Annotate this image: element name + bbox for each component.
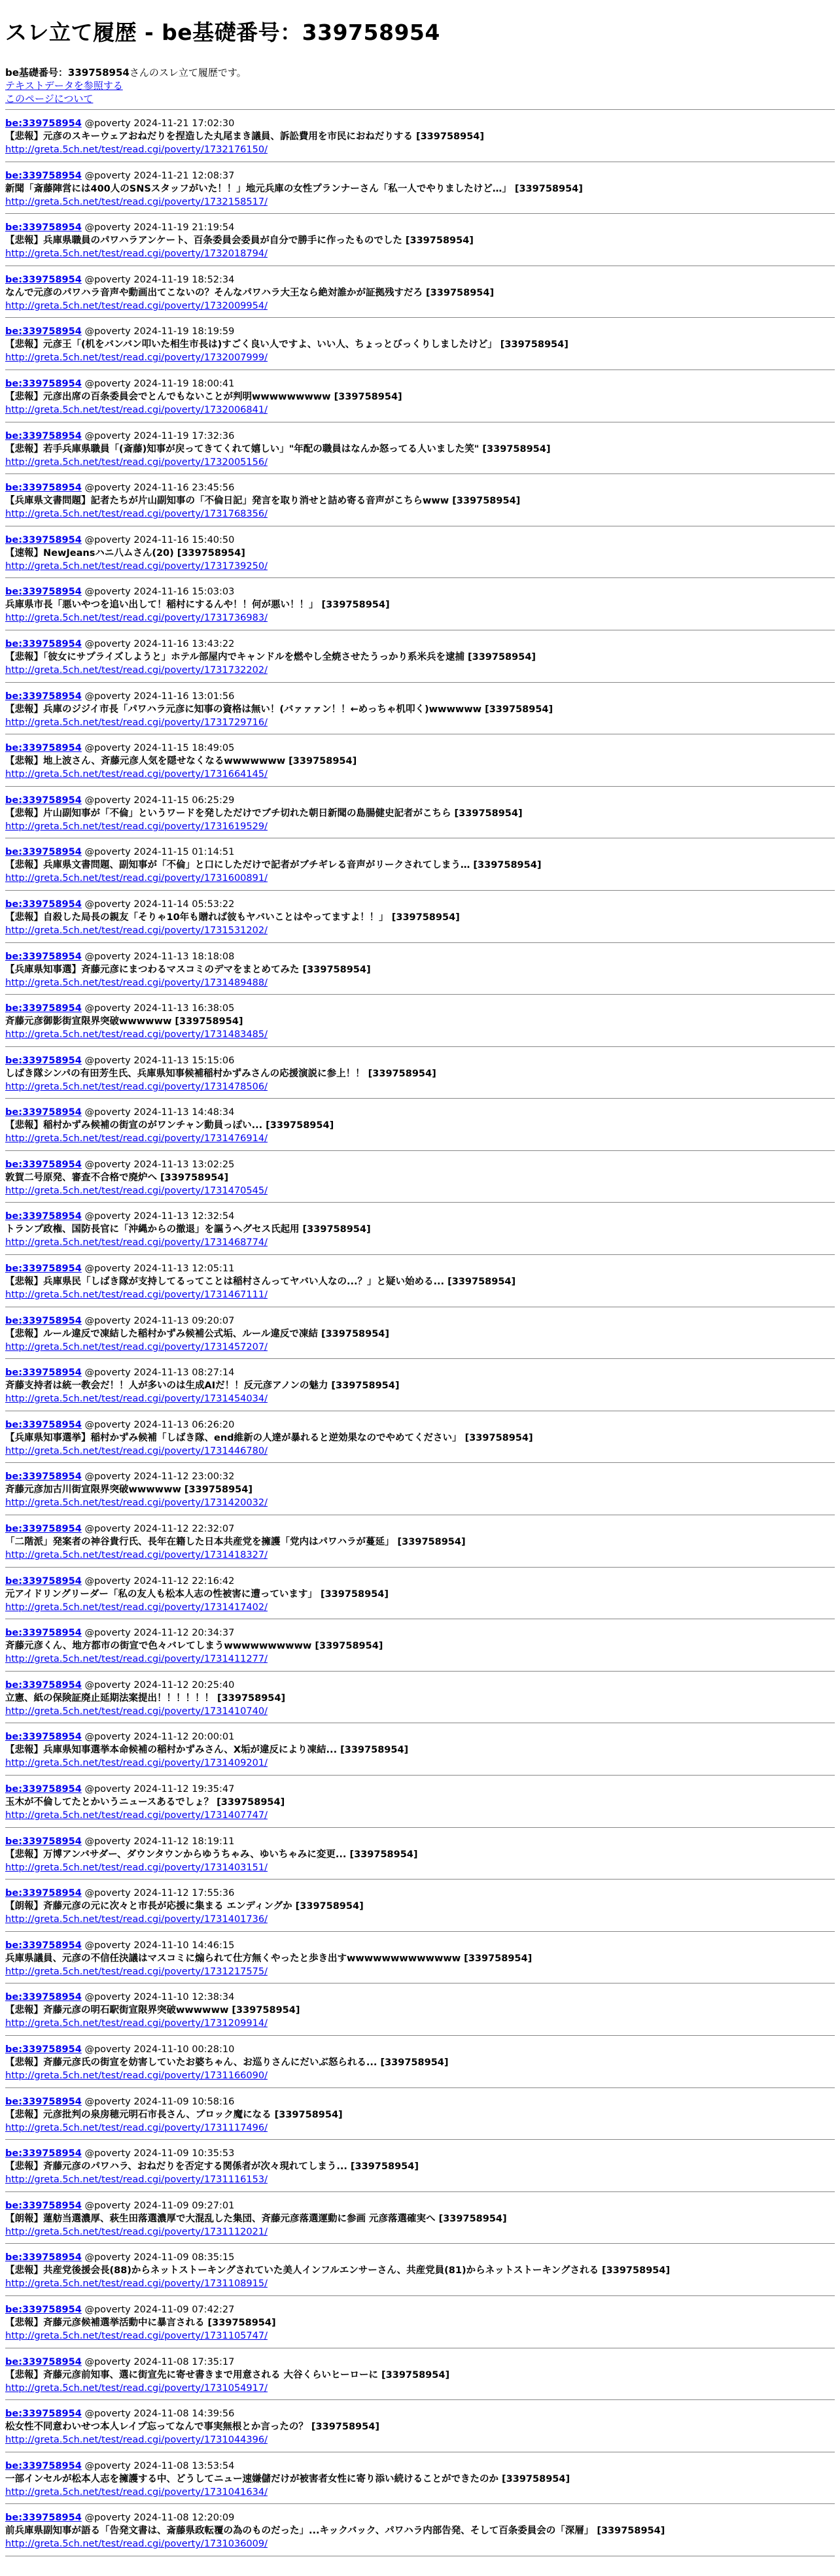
entry-board-date: @poverty 2024-11-19 21:19:54 [84,222,235,233]
entry-thread-link[interactable]: http://greta.5ch.net/test/read.cgi/poverty/1732176150/ [5,145,268,155]
be-id-link[interactable]: be:339758954 [5,1107,82,1118]
entry-header-line [5,2251,835,2264]
intro-suffix: さんのスレ立て履歴です。 [129,67,247,78]
thread-entry [5,891,835,943]
thread-entry [5,318,835,370]
entry-header-line [5,1470,835,1483]
thread-entry [5,1515,835,1568]
entry-header-line [5,430,835,443]
be-id-link[interactable]: be:339758954 [5,1992,82,2003]
entry-header-line [5,1991,835,2004]
entry-thread-link[interactable]: http://greta.5ch.net/test/read.cgi/poverty/1731108915/ [5,2278,268,2290]
entry-thread-link[interactable]: http://greta.5ch.net/test/read.cgi/poverty/1731489488/ [5,977,268,988]
entry-board-date: @poverty 2024-11-10 14:46:15 [84,1940,235,1951]
be-id-link[interactable]: be:339758954 [5,1055,82,1066]
entry-board-date: @poverty 2024-11-13 15:15:06 [84,1055,235,1066]
entry-header-line [5,1626,835,1640]
thread-entry [5,1672,835,1724]
entry-thread-link[interactable]: http://greta.5ch.net/test/read.cgi/poverty/1731478506/ [5,1081,268,1092]
entry-title: 【悲報】地上波さん、斉藤元彦人気を隠せなくなるwwwwwww [339758954] [5,756,357,767]
entry-thread-link[interactable]: http://greta.5ch.net/test/read.cgi/poverty/1731619529/ [5,821,268,832]
entry-header-line [5,2407,835,2420]
entry-thread-link[interactable]: http://greta.5ch.net/test/read.cgi/poverty/1731418327/ [5,1550,268,1561]
thread-history-list [5,110,835,2556]
entry-board-date: @poverty 2024-11-16 15:03:03 [84,587,235,598]
entry-header-line [5,2095,835,2108]
entry-board-date: @poverty 2024-11-13 14:48:34 [84,1107,235,1118]
entry-thread-link[interactable]: http://greta.5ch.net/test/read.cgi/poverty/1731409201/ [5,1758,268,1769]
entry-title: 松女性不同意わいせつ本人レイプ忘ってなんで事実無根とか言ったの？ [339758954] [5,2422,379,2433]
entry-board-date: @poverty 2024-11-08 17:35:17 [84,2356,235,2367]
be-id-link[interactable]: be:339758954 [5,274,82,285]
be-id-link[interactable]: be:339758954 [5,1471,82,1483]
entry-title: 【悲報】兵庫県知事選挙本命候補の稲村かずみさん、X垢が違反により凍結... [339758954] [5,1745,409,1756]
entry-header-line [5,325,835,338]
thread-entry [5,1984,835,2036]
entry-board-date: @poverty 2024-11-13 16:38:05 [84,1003,235,1014]
thread-entry [5,1359,835,1411]
entry-title: 兵庫県市長「悪いやつを追い出して！稲村にするんや！！何が悪い！！」 [339758954] [5,600,390,611]
be-id-link[interactable]: be:339758954 [5,2252,82,2263]
entry-header-line [5,1835,835,1848]
entry-title: 【朗報】蓮舫当選濃厚、萩生田落選濃厚で大混乱した集団、斉藤元彦落選運動に参画 元彦落選確実へ [339758954] [5,2213,507,2224]
entry-thread-link[interactable]: http://greta.5ch.net/test/read.cgi/poverty/1732009954/ [5,300,268,311]
thread-entry [5,2088,835,2140]
entry-header-line [5,1783,835,1796]
entry-header-line [5,273,835,286]
thread-entry [5,422,835,475]
entry-thread-link[interactable]: http://greta.5ch.net/test/read.cgi/poverty/1731105747/ [5,2330,268,2341]
entry-thread-link[interactable]: http://greta.5ch.net/test/read.cgi/poverty/1732158517/ [5,196,268,207]
thread-entry [5,2348,835,2401]
entry-thread-link[interactable]: http://greta.5ch.net/test/read.cgi/poverty/1731112021/ [5,2226,268,2237]
be-id-link[interactable]: be:339758954 [5,638,82,649]
be-id-link[interactable]: be:339758954 [5,2200,82,2211]
entry-thread-link[interactable]: http://greta.5ch.net/test/read.cgi/poverty/1731468774/ [5,1237,268,1248]
entry-header-line [5,1054,835,1067]
entry-board-date: @poverty 2024-11-13 13:02:25 [84,1159,235,1170]
entry-title: 【悲報】斉藤元彦氏の街宣を妨害していたお婆ちゃん、お巡りさんにだいぶ怒られる... [339758954] [5,2057,449,2068]
entry-thread-link[interactable]: http://greta.5ch.net/test/read.cgi/poverty/1731600891/ [5,873,268,884]
entry-header-line [5,1418,835,1432]
entry-board-date: @poverty 2024-11-21 17:02:30 [84,118,235,129]
entry-header-line [5,1887,835,1900]
thread-entry [5,1932,835,1984]
be-id-link[interactable]: be:339758954 [5,795,82,806]
thread-entry [5,162,835,215]
thread-entry [5,838,835,891]
entry-header-line [5,2460,835,2473]
entry-header-line [5,2199,835,2212]
thread-entry [5,214,835,266]
be-id-link[interactable]: be:339758954 [5,378,82,389]
be-id-link[interactable]: be:339758954 [5,1263,82,1275]
entry-title: 兵庫県議員、元彦の不信任決議はマスコミに煽られて仕方無くやったと歩き出すwwwwwwwwwwwww [339758954] [5,1953,533,1964]
entry-header-line [5,638,835,651]
entry-thread-link[interactable]: http://greta.5ch.net/test/read.cgi/poverty/1731401736/ [5,1914,268,1925]
entry-board-date: @poverty 2024-11-15 06:25:29 [84,795,235,806]
thread-entry [5,578,835,630]
entry-thread-link[interactable]: http://greta.5ch.net/test/read.cgi/poverty/1731036009/ [5,2539,268,2550]
entry-board-date: @poverty 2024-11-19 18:00:41 [84,378,235,389]
be-id-link[interactable]: be:339758954 [5,2096,82,2107]
be-id-link[interactable]: be:339758954 [5,587,82,598]
entry-title: 斉藤元彦くん、地方都市の街宣で色々バレてしまうwwwwwwwwww [339758954] [5,1641,383,1652]
entry-board-date: @poverty 2024-11-19 18:19:59 [84,326,235,337]
thread-entry [5,2400,835,2452]
entry-thread-link[interactable]: http://greta.5ch.net/test/read.cgi/poverty/1732005156/ [5,456,268,468]
entry-thread-link[interactable]: http://greta.5ch.net/test/read.cgi/poverty/1731664145/ [5,769,268,780]
entry-board-date: @poverty 2024-11-08 12:20:09 [84,2513,235,2524]
entry-header-line [5,898,835,911]
entry-thread-link[interactable]: http://greta.5ch.net/test/read.cgi/poverty/1732006841/ [5,404,268,415]
be-id-link[interactable]: be:339758954 [5,1888,82,1899]
entry-title: 【悲報】元彦批判の泉房穂元明石市長さん、ブロック魔になる [339758954] [5,2109,343,2120]
entry-header-line [5,1575,835,1588]
entry-header-line [5,169,835,182]
entry-title: 【悲報】兵庫県民「しばき隊が支持してるってことは稲村さんってヤバい人なの...？」と疑い始める... [339758954] [5,1277,516,1288]
entry-thread-link[interactable]: http://greta.5ch.net/test/read.cgi/poverty/1731417402/ [5,1602,268,1613]
entry-board-date: @poverty 2024-11-13 12:32:54 [84,1211,235,1222]
be-id-link[interactable]: be:339758954 [5,1159,82,1170]
entry-board-date: @poverty 2024-11-10 00:28:10 [84,2044,235,2055]
entry-header-line [5,2356,835,2369]
entry-title: トランプ政権、国防長官に「沖縄からの撤退」を謳うヘグセス氏起用 [339758954] [5,1224,371,1235]
be-id-link[interactable]: be:339758954 [5,1575,82,1587]
entry-header-line [5,377,835,390]
entry-title: 「二階派」発案者の神谷貴行氏、長年在籍した日本共産党を擁護「党内はパワハラが蔓延」 [339758954] [5,1537,466,1548]
thread-entry [5,1828,835,1880]
entry-title: 【兵庫県知事選挙】稲村かずみ候補「しばき隊、end維新の人達が暴れると逆効果なのでやめてください」 [339758954] [5,1432,533,1443]
thread-entry [5,2036,835,2088]
thread-entry [5,1776,835,1828]
entry-header-line [5,1939,835,1952]
thread-entry [5,2452,835,2505]
entry-thread-link[interactable]: http://greta.5ch.net/test/read.cgi/poverty/1731411277/ [5,1654,268,1665]
entry-board-date: @poverty 2024-11-12 22:32:07 [84,1524,235,1535]
entry-header-line [5,950,835,963]
entry-title: 立憲、紙の保険証廃止延期法案提出！！！！！！ [339758954] [5,1692,286,1704]
entry-title: 【悲報】斉藤元彦の明石駅街宣限界突破wwwwww [339758954] [5,2005,300,2016]
entry-header-line [5,2147,835,2160]
entry-thread-link[interactable]: http://greta.5ch.net/test/read.cgi/poverty/1731736983/ [5,613,268,624]
entry-board-date: @poverty 2024-11-13 06:26:20 [84,1419,235,1430]
thread-entry [5,1047,835,1099]
thread-entry [5,1463,835,1515]
be-id-link[interactable]: be:339758954 [5,483,82,494]
entry-board-date: @poverty 2024-11-10 12:38:34 [84,1992,235,2003]
be-id-link[interactable]: be:339758954 [5,1211,82,1222]
entry-header-line [5,2303,835,2316]
entry-board-date: @poverty 2024-11-09 10:35:53 [84,2148,235,2159]
thread-entry [5,1099,835,1151]
thread-entry [5,2244,835,2296]
entry-title: 【悲報】ルール違反で凍結した稲村かずみ候補公式垢、ルール違反で凍結 [339758954] [5,1328,390,1339]
entry-title: 敦賀二号原発、審査不合格で廃炉へ [339758954] [5,1172,229,1183]
entry-board-date: @poverty 2024-11-16 15:40:50 [84,534,235,545]
thread-entry [5,787,835,839]
entry-thread-link[interactable]: http://greta.5ch.net/test/read.cgi/poverty/1732018794/ [5,249,268,260]
be-id-link[interactable]: be:339758954 [5,743,82,754]
entry-title: 【悲報】稲村かずみ候補の街宣のがワンチャン動員っぽい... [339758954] [5,1120,334,1131]
be-id-link[interactable]: be:339758954 [5,2304,82,2315]
be-id-link[interactable]: be:339758954 [5,326,82,337]
thread-entry [5,1255,835,1307]
be-id-link[interactable]: be:339758954 [5,1315,82,1326]
entry-board-date: @poverty 2024-11-12 19:35:47 [84,1784,235,1795]
thread-entry [5,1880,835,1932]
be-id-link[interactable]: be:339758954 [5,2356,82,2367]
entry-title: 【悲報】「彼女にサプライズしようと」ホテル部屋内でキャンドルを燃やし全焼させたうっかり系米兵を逮捕 [339758954] [5,651,536,662]
entry-board-date: @poverty 2024-11-09 09:27:01 [84,2200,235,2211]
entry-board-date: @poverty 2024-11-16 13:43:22 [84,638,235,649]
thread-entry [5,370,835,422]
entry-thread-link[interactable]: http://greta.5ch.net/test/read.cgi/poverty/1731217575/ [5,1966,268,1977]
entry-title: 【悲報】共産党後援会長(88)からネットストーキングされていた美人インフルエンサーさん、共産党員(81)からネットストーキングされる [339758954] [5,2265,671,2276]
header-links [5,79,835,105]
be-id-link[interactable]: be:339758954 [5,1940,82,1951]
thread-entry [5,2296,835,2348]
be-id-link[interactable]: be:339758954 [5,1836,82,1847]
entry-thread-link[interactable]: http://greta.5ch.net/test/read.cgi/poverty/1731467111/ [5,1290,268,1301]
entry-header-line [5,1522,835,1536]
be-id-link[interactable]: be:339758954 [5,1367,82,1379]
entry-board-date: @poverty 2024-11-12 17:55:36 [84,1888,235,1899]
be-id-link[interactable]: be:339758954 [5,847,82,858]
entry-title: 斉藤元彦加古川街宣限界突破wwwwww [339758954] [5,1485,253,1496]
entry-thread-link[interactable]: http://greta.5ch.net/test/read.cgi/poverty/1732007999/ [5,352,268,364]
be-id-link[interactable]: be:339758954 [5,2409,82,2420]
about-page-link[interactable]: このページについて [5,93,94,105]
entry-title: 【兵庫県文書問題】記者たちが片山副知事の「不倫日記」発言を取り消せと詰め寄る音声がこちらwww [339758954] [5,496,521,507]
entry-title: 【悲報】斉藤元彦候補選挙活動中に暴言される [339758954] [5,2317,276,2328]
entry-thread-link[interactable]: http://greta.5ch.net/test/read.cgi/poverty/1731044396/ [5,2435,268,2446]
entry-thread-link[interactable]: http://greta.5ch.net/test/read.cgi/poverty/1731768356/ [5,509,268,520]
thread-entry [5,526,835,579]
be-id-link[interactable]: be:339758954 [5,1784,82,1795]
intro-be-number: be基礎番号：339758954 [5,67,130,78]
be-id-link[interactable]: be:339758954 [5,430,82,441]
be-id-link[interactable]: be:339758954 [5,1732,82,1743]
entry-thread-link[interactable]: http://greta.5ch.net/test/read.cgi/poverty/1731483485/ [5,1029,268,1040]
entry-header-line [5,221,835,234]
thread-entry [5,1307,835,1360]
thread-entry [5,683,835,735]
entry-board-date: @poverty 2024-11-12 20:25:40 [84,1679,235,1691]
entry-board-date: @poverty 2024-11-13 18:18:08 [84,951,235,962]
be-id-link[interactable]: be:339758954 [5,899,82,910]
be-id-link[interactable]: be:339758954 [5,1628,82,1639]
entry-board-date: @poverty 2024-11-12 20:34:37 [84,1628,235,1639]
entry-board-date: @poverty 2024-11-16 23:45:56 [84,483,235,494]
thread-entry [5,1568,835,1620]
be-id-link[interactable]: be:339758954 [5,118,82,129]
entry-header-line [5,2043,835,2056]
entry-title: なんで元彦のパワハラ音声や動画出てこないの？そんなパワハラ大王なら絶対誰かが証拠残すだろ [339758954] [5,287,495,298]
entry-board-date: @poverty 2024-11-21 12:08:37 [84,170,235,181]
entry-board-date: @poverty 2024-11-15 18:49:05 [84,743,235,754]
entry-board-date: @poverty 2024-11-09 07:42:27 [84,2304,235,2315]
thread-entry [5,2192,835,2244]
entry-title: 【悲報】斉藤元彦のパワハラ、おねだりを否定する関係者が次々現れてしまう... [339758954] [5,2161,419,2172]
entry-title: 新聞「斎藤陣営には400人のSNSスタッフがいた！！」地元兵庫の女性プランナーさん「私一人でやりましたけど…」 [339758954] [5,183,583,194]
entry-thread-link[interactable]: http://greta.5ch.net/test/read.cgi/poverty/1731403151/ [5,1862,268,1873]
entry-thread-link[interactable]: http://greta.5ch.net/test/read.cgi/poverty/1731739250/ [5,560,268,572]
thread-entry [5,266,835,318]
entry-thread-link[interactable]: http://greta.5ch.net/test/read.cgi/poverty/1731732202/ [5,664,268,676]
entry-header-line [5,1106,835,1119]
entry-thread-link[interactable]: http://greta.5ch.net/test/read.cgi/poverty/1731209914/ [5,2018,268,2029]
entry-title: 前兵庫県副知事が語る「告発文書は、斎藤県政転覆の為のものだった」...キックバック、パワハラ内部告発、そして百条委員会の「深層」 [339758954] [5,2526,665,2537]
entry-header-line [5,1366,835,1379]
entry-thread-link[interactable]: http://greta.5ch.net/test/read.cgi/poverty/1731054917/ [5,2382,268,2394]
entry-thread-link[interactable]: http://greta.5ch.net/test/read.cgi/poverty/1731117496/ [5,2122,268,2133]
entry-board-date: @poverty 2024-11-15 01:14:51 [84,847,235,858]
entry-thread-link[interactable]: http://greta.5ch.net/test/read.cgi/poverty/1731446780/ [5,1445,268,1456]
be-id-link[interactable]: be:339758954 [5,951,82,962]
entry-title: 【悲報】若手兵庫県職員「(斎藤)知事が戻ってきてくれて嬉しい」"年配の職員はなんか怒ってる人いました笑" [339758954] [5,443,551,455]
entry-header-line [5,585,835,598]
entry-header-line [5,794,835,807]
entry-header-line [5,1679,835,1692]
entry-title: 【悲報】元彦王「(机をバンバン叩いた相生市長は)すごく良い人ですよ、いい人、ちょっとびっくりしましたけど」 [339758954] [5,339,569,351]
entry-thread-link[interactable]: http://greta.5ch.net/test/read.cgi/poverty/1731407747/ [5,1810,268,1821]
thread-entry [5,2504,835,2556]
entry-title: 【悲報】万博アンバサダー、ダウンタウンからゆうちゃみ、ゆいちゃみに変更... [339758954] [5,1849,418,1860]
entry-header-line [5,1262,835,1275]
entry-title: 玉木が不倫してたとかいうニュースあるでしょ？ [339758954] [5,1797,285,1808]
page-title: スレ立て履歴 - be基礎番号：339758954 [5,20,440,45]
entry-title: 一部インセルが松本人志を擁護する中、どうしてニュー速嫌儲だけが被害者女性に寄り添い続けることができたのか [339758954] [5,2473,570,2484]
entry-title: 【悲報】斉藤元彦前知事、選に街宣先に寄せ書きまで用意される 大谷くらいヒーローに [339758954] [5,2369,450,2380]
entry-title: 【悲報】元彦出席の百条委員会でとんでもないことが判明wwwwwwwww [339758954] [5,391,402,402]
entry-board-date: @poverty 2024-11-13 08:27:14 [84,1367,235,1379]
entry-header-line [5,1210,835,1223]
thread-entry [5,110,835,162]
entry-board-date: @poverty 2024-11-08 13:53:54 [84,2460,235,2471]
entry-thread-link[interactable]: http://greta.5ch.net/test/read.cgi/poverty/1731410740/ [5,1706,268,1717]
be-id-link[interactable]: be:339758954 [5,2513,82,2524]
entry-title: 【悲報】兵庫県職員のパワハラアンケート、百条委員会委員が自分で勝手に作ったものでした [339758954] [5,235,474,247]
entry-title: 【悲報】自殺した局長の親友「そりゃ10年も贈れば彼もヤバいことはやってますよ！！」 [339758954] [5,912,460,923]
entry-thread-link[interactable]: http://greta.5ch.net/test/read.cgi/poverty/1731457207/ [5,1341,268,1352]
entry-header-line [5,1314,835,1328]
entry-board-date: @poverty 2024-11-13 12:05:11 [84,1263,235,1275]
entry-title: 【悲報】元彦のスキーウェアおねだりを捏造した丸尾まき議員、訴訟費用を市民におねだりする [339758954] [5,131,485,142]
be-id-link[interactable]: be:339758954 [5,691,82,702]
be-id-link[interactable]: be:339758954 [5,1419,82,1430]
entry-thread-link[interactable]: http://greta.5ch.net/test/read.cgi/poverty/1731476914/ [5,1133,268,1144]
entry-board-date: @poverty 2024-11-12 22:16:42 [84,1575,235,1587]
thread-entry [5,1151,835,1203]
entry-thread-link[interactable]: http://greta.5ch.net/test/read.cgi/poverty/1731531202/ [5,925,268,936]
entry-header-line [5,846,835,859]
entry-header-line [5,1730,835,1743]
entry-header-line [5,690,835,703]
entry-header-line [5,481,835,494]
thread-entry [5,1411,835,1464]
entry-header-line [5,1158,835,1171]
entry-thread-link[interactable]: http://greta.5ch.net/test/read.cgi/poverty/1731729716/ [5,717,268,728]
entry-title: 【悲報】片山副知事が「不倫」というワードを発しただけでブチ切れた朝日新聞の島腸健史記者がこちら [339758954] [5,808,523,819]
entry-title: 【悲報】兵庫のジジイ市長「パワハラ元彦に知事の資格は無い！(バァァァン！！←めっちゃ机叩く)wwwwww [339758954] [5,704,553,715]
be-id-link[interactable]: be:339758954 [5,1003,82,1014]
entry-thread-link[interactable]: http://greta.5ch.net/test/read.cgi/poverty/1731166090/ [5,2070,268,2081]
entry-thread-link[interactable]: http://greta.5ch.net/test/read.cgi/poverty/1731420032/ [5,1498,268,1509]
entry-board-date: @poverty 2024-11-13 09:20:07 [84,1315,235,1326]
entry-board-date: @poverty 2024-11-09 10:58:16 [84,2096,235,2107]
entry-title: 【速報】NewJeansハニ八ムさん(20) [339758954] [5,547,245,558]
thread-entry [5,630,835,683]
entry-header-line [5,1002,835,1015]
thread-entry [5,1723,835,1776]
thread-entry [5,1203,835,1255]
be-id-link[interactable]: be:339758954 [5,2148,82,2159]
thread-entry [5,1619,835,1672]
entry-board-date: @poverty 2024-11-12 20:00:01 [84,1732,235,1743]
entry-thread-link[interactable]: http://greta.5ch.net/test/read.cgi/poverty/1731041634/ [5,2486,268,2498]
be-id-link[interactable]: be:339758954 [5,2044,82,2055]
entry-title: 【兵庫県知事選】斉藤元彦にまつわるマスコミのデマをまとめてみた [339758954] [5,964,371,975]
intro-text [5,66,835,79]
entry-board-date: @poverty 2024-11-09 08:35:15 [84,2252,235,2263]
thread-entry [5,734,835,787]
thread-entry [5,943,835,995]
entry-title: 元アイドリングリーダー「私の友人も松本人志の性被害に遭っています」 [339758954] [5,1589,389,1600]
entry-thread-link[interactable]: http://greta.5ch.net/test/read.cgi/poverty/1731470545/ [5,1185,268,1196]
entry-title: 斉藤支持者は統一教会だ！！人が多いのは生成AIだ！！反元彦アノンの魅力 [339758954] [5,1381,400,1392]
entry-title: 斉藤元彦御影街宣限界突破wwwwww [339758954] [5,1016,243,1027]
entry-title: しばき隊シンパの有田芳生氏、兵庫県知事候補稲村かずみさんの応援演説に参上！！ [339758954] [5,1068,436,1079]
entry-title: 【悲報】兵庫県文書問題、副知事が「不倫」と口にしただけで記者がブチギレる音声がリークされてしまう… [339758954] [5,860,542,871]
thread-entry [5,995,835,1047]
entry-thread-link[interactable]: http://greta.5ch.net/test/read.cgi/poverty/1731116153/ [5,2174,268,2186]
entry-board-date: @poverty 2024-11-12 18:19:11 [84,1836,235,1847]
entry-title: 【朗報】斉藤元彦の元に次々と市長が応援に集まる エンディングか [339758954] [5,1901,364,1912]
entry-header-line [5,117,835,130]
entry-header-line [5,742,835,755]
thread-entry [5,474,835,526]
be-id-link[interactable]: be:339758954 [5,222,82,233]
thread-entry [5,2140,835,2192]
be-id-link[interactable]: be:339758954 [5,534,82,545]
text-data-link[interactable]: テキストデータを参照する [5,80,123,92]
entry-header-line [5,2511,835,2524]
be-id-link[interactable]: be:339758954 [5,2460,82,2471]
entry-board-date: @poverty 2024-11-12 23:00:32 [84,1471,235,1483]
entry-board-date: @poverty 2024-11-16 13:01:56 [84,691,235,702]
entry-board-date: @poverty 2024-11-19 17:32:36 [84,430,235,441]
be-id-link[interactable]: be:339758954 [5,170,82,181]
be-id-link[interactable]: be:339758954 [5,1524,82,1535]
entry-board-date: @poverty 2024-11-08 14:39:56 [84,2409,235,2420]
entry-board-date: @poverty 2024-11-19 18:52:34 [84,274,235,285]
entry-board-date: @poverty 2024-11-14 05:53:22 [84,899,235,910]
be-id-link[interactable]: be:339758954 [5,1679,82,1691]
entry-header-line [5,534,835,547]
entry-thread-link[interactable]: http://greta.5ch.net/test/read.cgi/poverty/1731454034/ [5,1394,268,1405]
